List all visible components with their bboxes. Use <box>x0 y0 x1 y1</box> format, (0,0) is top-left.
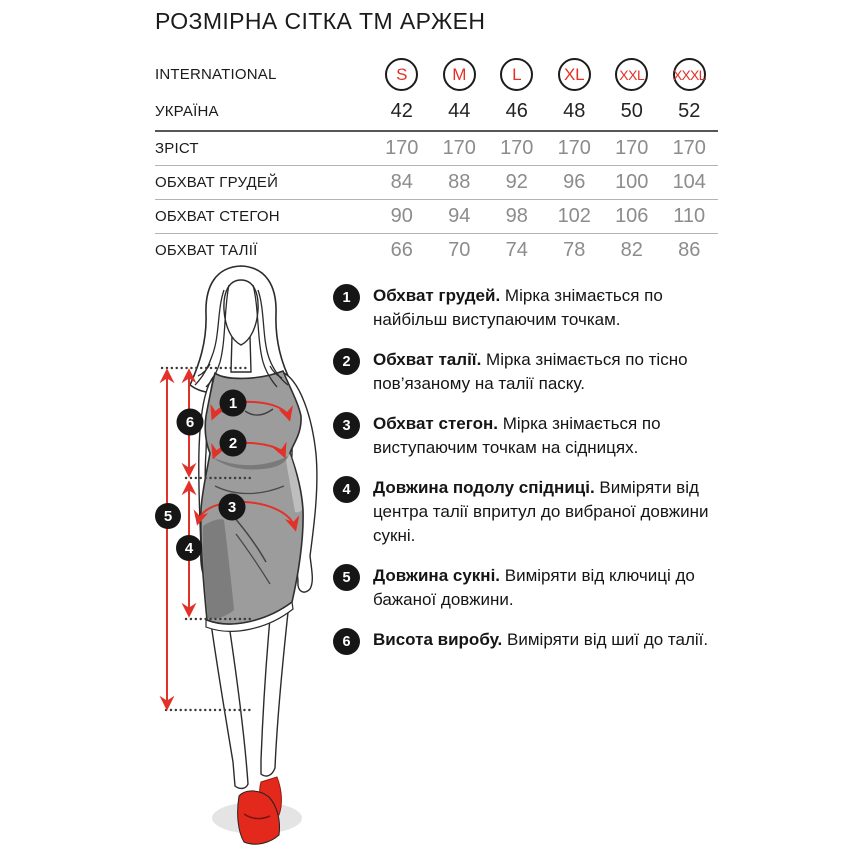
badge-1 <box>220 390 247 417</box>
size-circle <box>385 58 418 91</box>
size-value: 110 <box>673 205 706 227</box>
size-value: 82 <box>620 239 643 261</box>
size-circle <box>673 58 706 91</box>
left-leg <box>210 616 248 788</box>
figure-illustration <box>140 258 340 850</box>
size-value: 90 <box>390 205 413 227</box>
note-text: Висота виробу. Виміряти від шиї до талії. <box>373 630 709 649</box>
size-value: 88 <box>448 171 471 193</box>
note-item-4 <box>333 476 733 548</box>
size-value: 100 <box>615 171 649 193</box>
svg-text:2: 2 <box>228 435 238 452</box>
size-value: 94 <box>448 205 471 227</box>
size-value: 44 <box>448 100 471 122</box>
note-number-badge: 3 <box>333 412 360 439</box>
size-label: XL <box>564 64 585 84</box>
page-title: РОЗМІРНА СІТКА ТМ АРЖЕН <box>155 8 486 34</box>
size-value: 50 <box>620 100 643 122</box>
size-value: 170 <box>385 137 419 159</box>
svg-text:5: 5 <box>163 508 173 525</box>
size-value: 78 <box>563 239 586 261</box>
size-label: M <box>452 64 467 84</box>
size-circle <box>558 58 591 91</box>
row-label: ЗРІСТ <box>155 140 199 157</box>
size-table <box>155 56 718 267</box>
note-item-1 <box>333 284 733 332</box>
table-row-hips <box>155 199 718 233</box>
size-label: XXL <box>619 66 645 83</box>
size-value: 66 <box>390 239 413 261</box>
size-value: 170 <box>500 137 534 159</box>
note-item-6 <box>333 628 733 655</box>
svg-text:3: 3 <box>227 499 237 516</box>
note-text: Довжина подолу спідниці. Виміряти від центра талії впритул до вибраної довжини сукні. <box>373 478 709 545</box>
note-item-3 <box>333 412 733 460</box>
badge-6 <box>177 409 204 436</box>
size-value: 46 <box>505 100 528 122</box>
size-value: 104 <box>672 171 706 193</box>
note-number-badge: 2 <box>333 348 360 375</box>
row-label: ОБХВАТ ТАЛІЇ <box>155 242 258 259</box>
row-label: INTERNATIONAL <box>155 66 277 83</box>
svg-text:1: 1 <box>228 395 238 412</box>
size-value: 96 <box>563 171 586 193</box>
row-label: ОБХВАТ ГРУДЕЙ <box>155 174 279 191</box>
badge-4 <box>176 535 202 561</box>
row-label: ОБХВАТ СТЕГОН <box>155 208 280 225</box>
size-circle <box>443 58 476 91</box>
measurement-notes <box>333 284 733 655</box>
table-row-international <box>155 56 718 93</box>
note-text: Обхват грудей. Мірка знімається по найбільш виступаючим точкам. <box>373 286 663 329</box>
badge-2 <box>220 430 247 457</box>
size-value: 170 <box>615 137 649 159</box>
size-value: 74 <box>505 239 528 261</box>
row-label: УКРАЇНА <box>155 103 219 120</box>
size-value: 42 <box>390 100 413 122</box>
size-label: S <box>396 64 408 84</box>
size-value: 52 <box>678 100 701 122</box>
table-row-chest <box>155 165 718 199</box>
right-leg <box>261 603 289 776</box>
note-item-2 <box>333 348 733 396</box>
note-number-badge: 1 <box>333 284 360 311</box>
size-value: 106 <box>615 205 649 227</box>
size-value: 102 <box>557 205 591 227</box>
table-row-height <box>155 130 718 165</box>
svg-text:6: 6 <box>185 414 195 431</box>
size-value: 92 <box>505 171 528 193</box>
note-text: Обхват стегон. Мірка знімається по виступаючим точкам на сідницях. <box>373 414 661 457</box>
table-row-ukraine <box>155 93 718 130</box>
size-value: 170 <box>672 137 706 159</box>
size-circle <box>615 58 648 91</box>
badge-5 <box>155 503 181 529</box>
size-label: L <box>512 64 522 84</box>
badge-3 <box>219 494 246 521</box>
note-number-badge: 6 <box>333 628 360 655</box>
svg-text:4: 4 <box>184 540 194 557</box>
size-label: XXXL <box>672 66 706 83</box>
size-value: 86 <box>678 239 701 261</box>
measurement-figure <box>140 258 340 850</box>
note-text: Довжина сукні. Виміряти від ключиці до бажаної довжини. <box>373 566 695 609</box>
size-value: 170 <box>557 137 591 159</box>
note-item-5 <box>333 564 733 612</box>
size-circle <box>500 58 533 91</box>
note-number-badge: 4 <box>333 476 360 503</box>
size-value: 70 <box>448 239 471 261</box>
note-number-badge: 5 <box>333 564 360 591</box>
size-value: 98 <box>505 205 528 227</box>
size-value: 48 <box>563 100 586 122</box>
note-text: Обхват талії. Мірка знімається по тісно пов’язаному на талії паску. <box>373 350 688 393</box>
size-value: 84 <box>390 171 413 193</box>
size-value: 170 <box>442 137 476 159</box>
